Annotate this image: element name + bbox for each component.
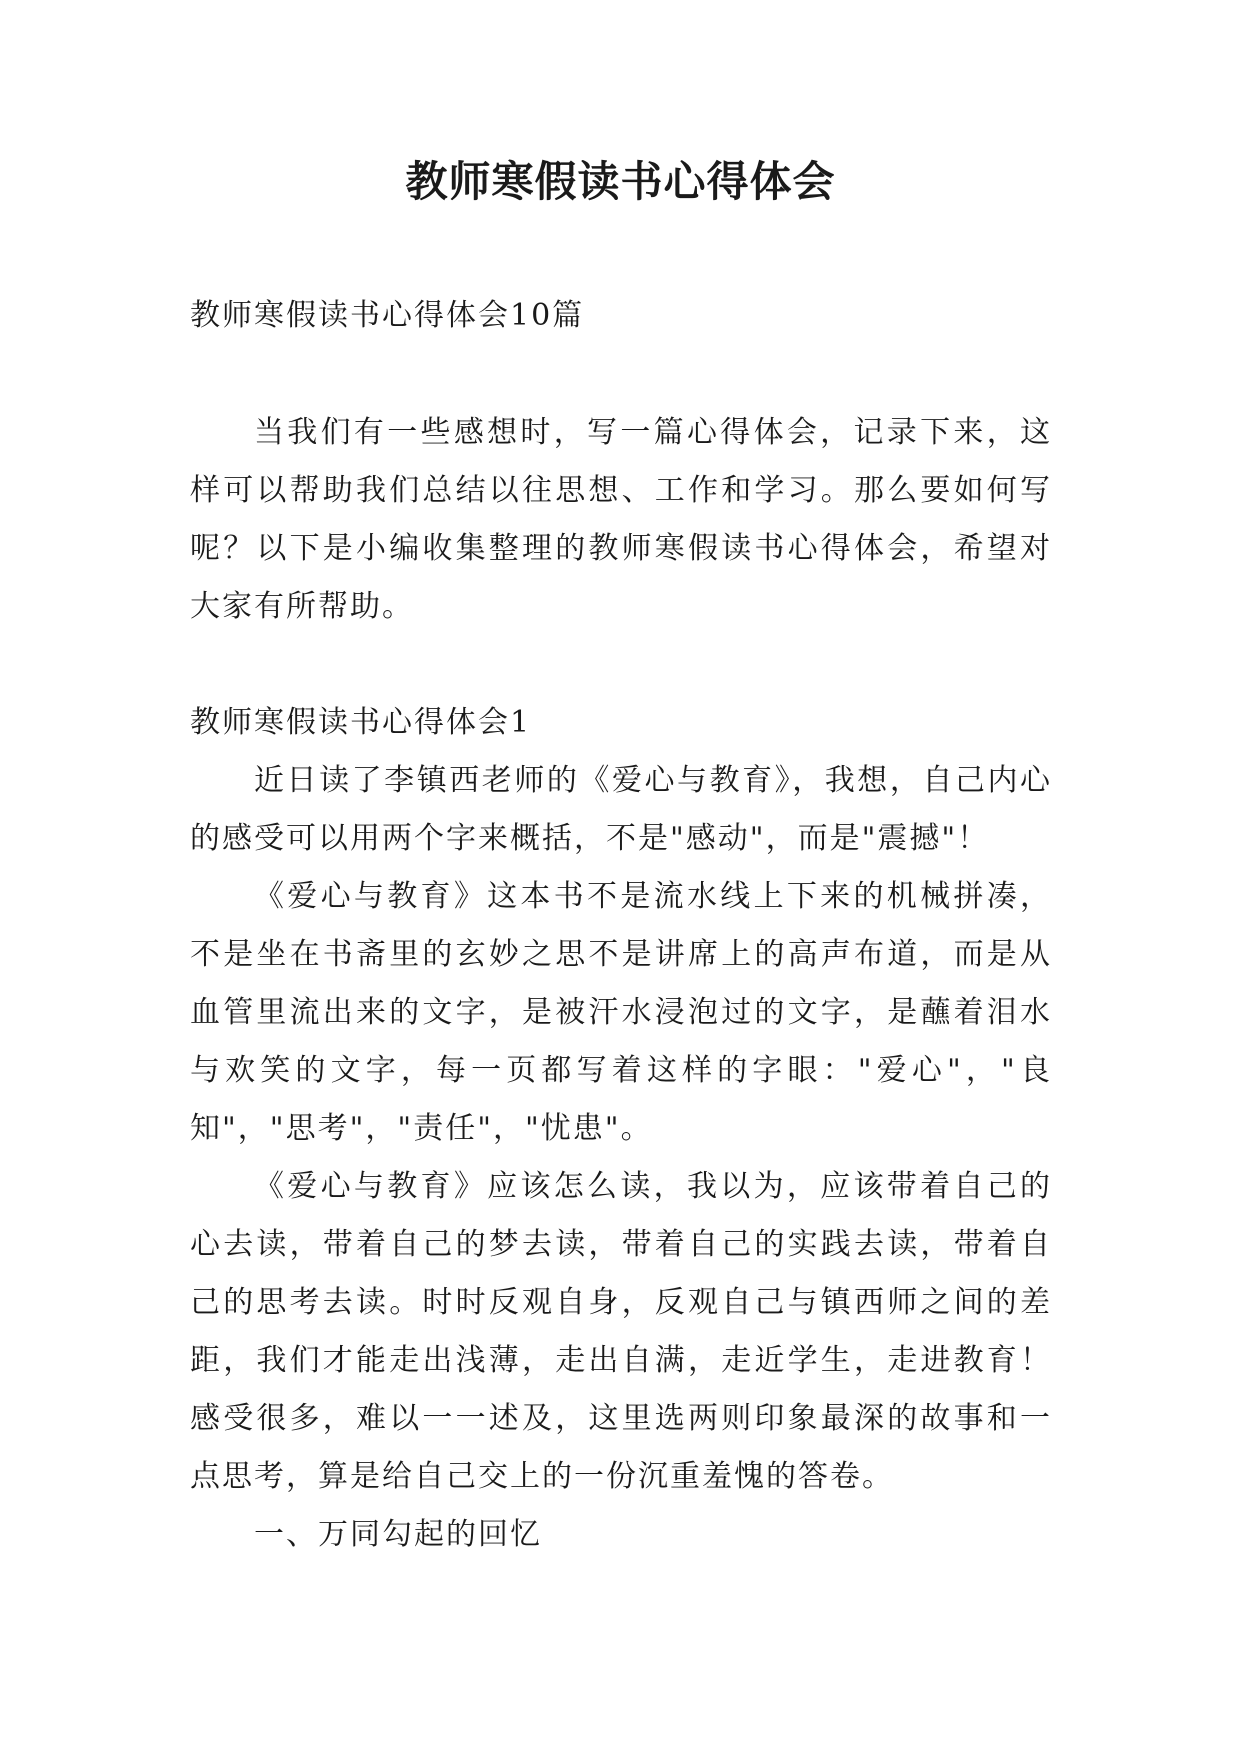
paragraph: 《爱心与教育》这本书不是流水线上下来的机械拼凑，不是坐在书斋里的玄妙之思不是讲席上的高声布道，而是从血管里流出来的文字，是被汗水浸泡过的文字，是蘸着泪水与欢笑的文字，每一页都写着这样的字眼："爱心"，"良知"，"思考"，"责任"，"忧患"。 bbox=[190, 879, 1052, 1146]
document-subtitle: 教师寒假读书心得体会10篇 bbox=[190, 298, 585, 333]
paragraph: 近日读了李镇西老师的《爱心与教育》，我想，自己内心的感受可以用两个字来概括，不是"感动"，而是"震撼"！ bbox=[190, 763, 1052, 856]
article-body bbox=[190, 752, 1052, 1564]
section-heading: 一、万同勾起的回忆 bbox=[254, 1517, 542, 1552]
paragraph: 《爱心与教育》应该怎么读，我以为，应该带着自己的心去读，带着自己的梦去读，带着自己的实践去读，带着自己的思考去读。时时反观自身，反观自己与镇西师之间的差距，我们才能走出浅薄，走出自满，走近学生，走进教育！感受很多，难以一一述及，这里选两则印象最深的故事和一点思考，算是给自己交上的一份沉重羞愧的答卷。 bbox=[190, 1169, 1052, 1494]
intro-paragraph: 当我们有一些感想时，写一篇心得体会，记录下来，这样可以帮助我们总结以往思想、工作和学习。那么要如何写呢？以下是小编收集整理的教师寒假读书心得体会，希望对大家有所帮助。 bbox=[190, 415, 1052, 624]
article-heading: 教师寒假读书心得体会1 bbox=[190, 705, 532, 740]
document-title: 教师寒假读书心得体会 bbox=[405, 157, 836, 206]
